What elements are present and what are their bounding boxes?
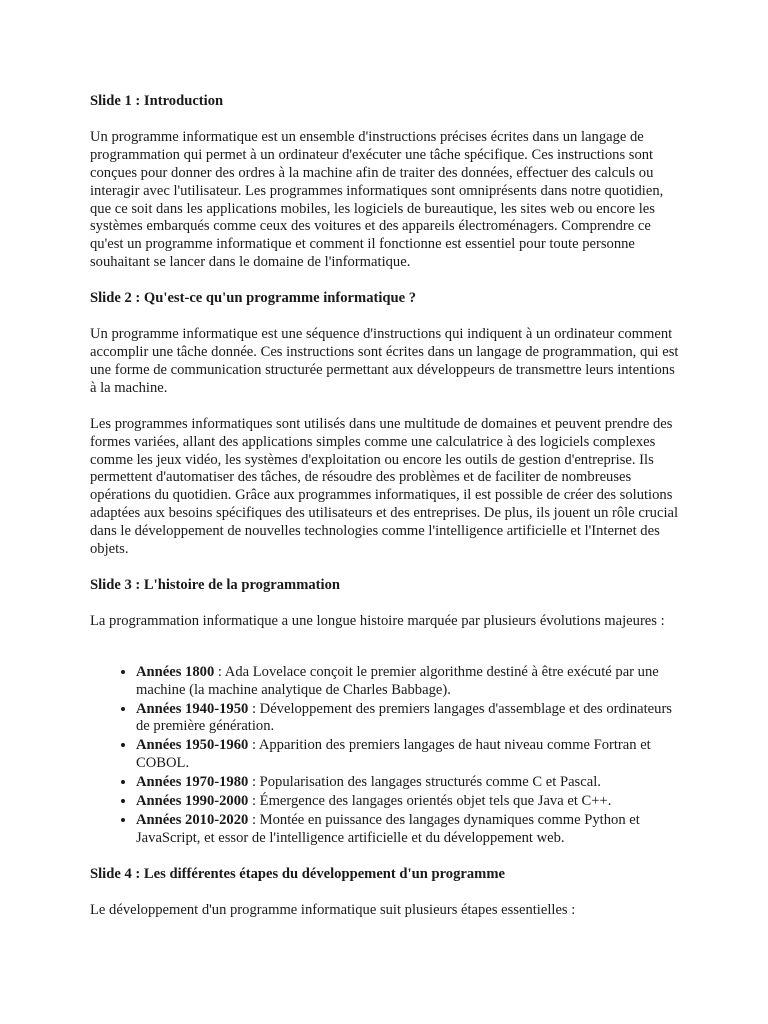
list-item-year: Années 1940-1950 xyxy=(136,700,249,717)
document-page xyxy=(90,93,680,938)
list-item-text: : Développement des premiers langages d'assemblage et des ordinateurs de première génération. xyxy=(136,700,672,735)
history-list xyxy=(90,663,680,848)
list-item xyxy=(136,792,680,811)
list-item xyxy=(136,663,680,700)
list-item xyxy=(136,700,680,737)
list-item-year: Années 1950-1960 xyxy=(136,737,249,754)
list-item-text: : Ada Lovelace conçoit le premier algorithme destiné à être exécuté par une machine (la machine analytique de Charles Babbage). xyxy=(136,663,659,698)
list-item-text: : Popularisation des langages structurés comme C et Pascal. xyxy=(248,774,601,791)
slide-2-paragraph-2: Les programmes informatiques sont utilisés dans une multitude de domaines et peuvent prendre des formes variées, allant des applications simples comme une calculatrice à des logiciels complexes comme les jeux vidéo, les systèmes d'exploitation ou encore les outils de gestion d'entreprise. Ils permettent d'automatiser des tâches, de résoudre des problèmes et de faciliter de nombreuses opérations du quotidien. Grâce aux programmes informatiques, il est possible de créer des solutions adaptées aux besoins spécifiques des utilisateurs et des entreprises. De plus, ils jouent un rôle crucial dans le développement de nouvelles technologies comme l'intelligence artificielle et l'Internet des objets. xyxy=(90,415,679,558)
list-item-year: Années 1990-2000 xyxy=(136,793,249,810)
list-item-text: : Émergence des langages orientés objet tels que Java et C++. xyxy=(248,793,612,810)
slide-4-intro: Le développement d'un programme informatique suit plusieurs étapes essentielles : xyxy=(90,901,576,918)
slide-1-heading: Slide 1 : Introduction xyxy=(90,93,224,109)
slide-1-paragraph: Un programme informatique est un ensemble d'instructions précises écrites dans un langage de programmation qui permet à un ordinateur d'exécuter une tâche spécifique. Ces instructions sont conçues pour donner des ordres à la machine afin de traiter des données, effectuer des calculs ou interagir avec l'utilisateur. Les programmes informatiques sont omniprésents dans notre quotidien, que ce soit dans les applications mobiles, les logiciels de bureautique, les sites web ou encore les systèmes embarqués comme ceux des voitures et des appareils électroménagers. Comprendre ce qu'est un programme informatique et comment il fonctionne est essentiel pour toute personne souhaitant se lancer dans le domaine de l'informatique. xyxy=(90,128,664,271)
list-item xyxy=(136,736,680,773)
slide-3-intro: La programmation informatique a une longue histoire marquée par plusieurs évolutions majeures : xyxy=(90,612,665,629)
list-item xyxy=(136,811,680,848)
slide-4-heading: Slide 4 : Les différentes étapes du développement d'un programme xyxy=(90,865,505,882)
list-item-year: Années 2010-2020 xyxy=(136,812,249,828)
slide-2-heading: Slide 2 : Qu'est-ce qu'un programme informatique ? xyxy=(90,290,417,307)
slide-2-paragraph-1: Un programme informatique est une séquence d'instructions qui indiquent à un ordinateur comment accomplir une tâche donnée. Ces instructions sont écrites dans un langage de programmation, qui est une forme de communication structurée permettant aux développeurs de transmettre leurs intentions à la machine. xyxy=(90,326,679,396)
list-item-text: : Montée en puissance des langages dynamiques comme Python et JavaScript, et essor de l'intelligence artificielle et du développement web. xyxy=(136,812,640,846)
list-item-year: Années 1970-1980 xyxy=(136,774,249,791)
list-item-text: : Apparition des premiers langages de haut niveau comme Fortran et COBOL. xyxy=(136,737,651,772)
list-item-year: Années 1800 xyxy=(136,663,215,680)
list-item xyxy=(136,773,680,792)
slide-3-heading: Slide 3 : L'histoire de la programmation xyxy=(90,576,340,593)
